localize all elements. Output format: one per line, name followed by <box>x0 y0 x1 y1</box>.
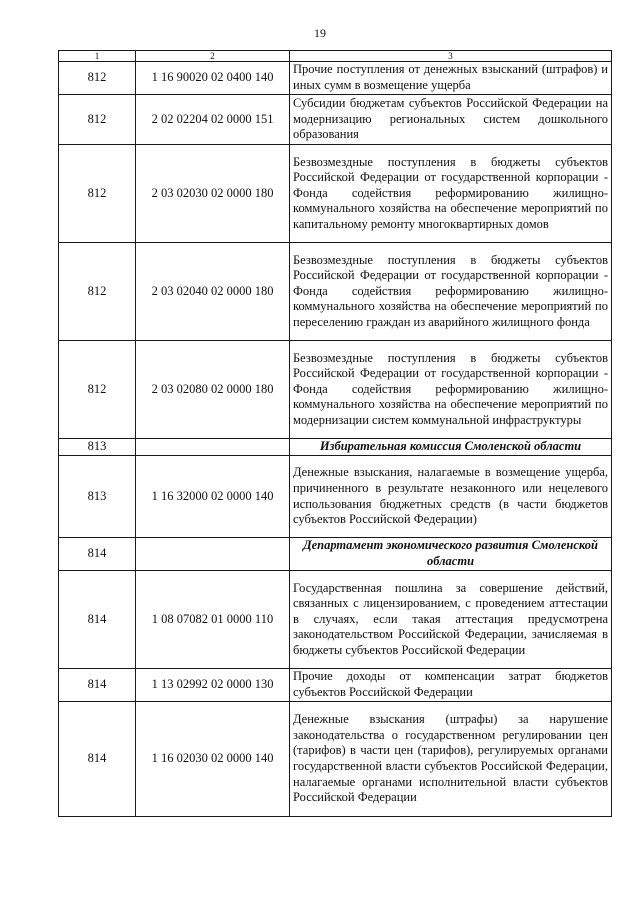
income-name-cell: Безвозмездные поступления в бюджеты субъектов Российской Федерации от государственной корпорации - Фонда содействия реформированию жилищно-коммунального хозяйства на обеспечение мероприятий по капитальному ремонту многоквартирных домов <box>290 145 612 243</box>
column-number-2: 2 <box>136 51 290 62</box>
admin-code-cell: 812 <box>59 243 136 341</box>
income-codes-table <box>58 50 612 817</box>
admin-code-cell: 812 <box>59 341 136 439</box>
column-number-1: 1 <box>59 51 136 62</box>
section-row <box>59 439 612 456</box>
table-row <box>59 243 612 341</box>
admin-code-cell: 812 <box>59 62 136 95</box>
admin-code-cell: 814 <box>59 538 136 571</box>
income-name-cell: Субсидии бюджетам субъектов Российской Федерации на модернизацию региональных систем дошкольного образования <box>290 95 612 145</box>
income-name-cell: Безвозмездные поступления в бюджеты субъектов Российской Федерации от государственной корпорации - Фонда содействия реформированию жилищно-коммунального хозяйства на обеспечение мероприятий по переселению граждан из аварийного жилищного фонда <box>290 243 612 341</box>
table-row <box>59 702 612 817</box>
admin-code-cell: 813 <box>59 439 136 456</box>
income-code-cell: 2 03 02040 02 0000 180 <box>136 243 290 341</box>
section-row <box>59 538 612 571</box>
income-code-cell: 1 13 02992 02 0000 130 <box>136 669 290 702</box>
table-row <box>59 95 612 145</box>
admin-code-cell: 812 <box>59 95 136 145</box>
table-row <box>59 62 612 95</box>
column-number-3: 3 <box>290 51 612 62</box>
admin-code-cell: 814 <box>59 571 136 669</box>
table-header-row <box>59 51 612 62</box>
section-title: Избирательная комиссия Смоленской области <box>290 439 612 456</box>
table-row <box>59 571 612 669</box>
table-row <box>59 145 612 243</box>
income-code-cell: 1 16 90020 02 0400 140 <box>136 62 290 95</box>
table-row <box>59 669 612 702</box>
admin-code-cell: 814 <box>59 702 136 817</box>
income-name-cell: Денежные взыскания, налагаемые в возмещение ущерба, причиненного в результате незаконного или нецелевого использования бюджетных средств (в части бюджетов субъектов Российской Федерации) <box>290 456 612 538</box>
admin-code-cell: 814 <box>59 669 136 702</box>
income-code-cell: 2 02 02204 02 0000 151 <box>136 95 290 145</box>
section-title: Департамент экономического развития Смоленской области <box>290 538 612 571</box>
income-code-cell: 2 03 02030 02 0000 180 <box>136 145 290 243</box>
income-name-cell: Прочие доходы от компенсации затрат бюджетов субъектов Российской Федерации <box>290 669 612 702</box>
income-name-cell: Государственная пошлина за совершение действий, связанных с лицензированием, с проведением аттестации в случаях, если такая аттестация предусмотрена законодательством Российской Федерации, зачисляемая в бюджеты субъектов Российской Федерации <box>290 571 612 669</box>
page-number: 19 <box>314 26 326 40</box>
income-name-cell: Прочие поступления от денежных взысканий (штрафов) и иных сумм в возмещение ущерба <box>290 62 612 95</box>
income-code-cell <box>136 538 290 571</box>
income-name-cell: Денежные взыскания (штрафы) за нарушение законодательства о государственном регулировании цен (тарифов) в части цен (тарифов), регулируемых органами государственной власти субъектов Российской Федерации, налагаемые органами исполнительной власти субъектов Российской Федерации <box>290 702 612 817</box>
table-row <box>59 341 612 439</box>
admin-code-cell: 812 <box>59 145 136 243</box>
table-row <box>59 456 612 538</box>
income-code-cell: 1 16 32000 02 0000 140 <box>136 456 290 538</box>
admin-code-cell: 813 <box>59 456 136 538</box>
income-code-cell <box>136 439 290 456</box>
income-code-cell: 2 03 02080 02 0000 180 <box>136 341 290 439</box>
income-code-cell: 1 16 02030 02 0000 140 <box>136 702 290 817</box>
income-code-cell: 1 08 07082 01 0000 110 <box>136 571 290 669</box>
income-name-cell: Безвозмездные поступления в бюджеты субъектов Российской Федерации от государственной корпорации - Фонда содействия реформированию жилищно-коммунального хозяйства на обеспечение мероприятий по модернизации систем коммунальной инфраструктуры <box>290 341 612 439</box>
